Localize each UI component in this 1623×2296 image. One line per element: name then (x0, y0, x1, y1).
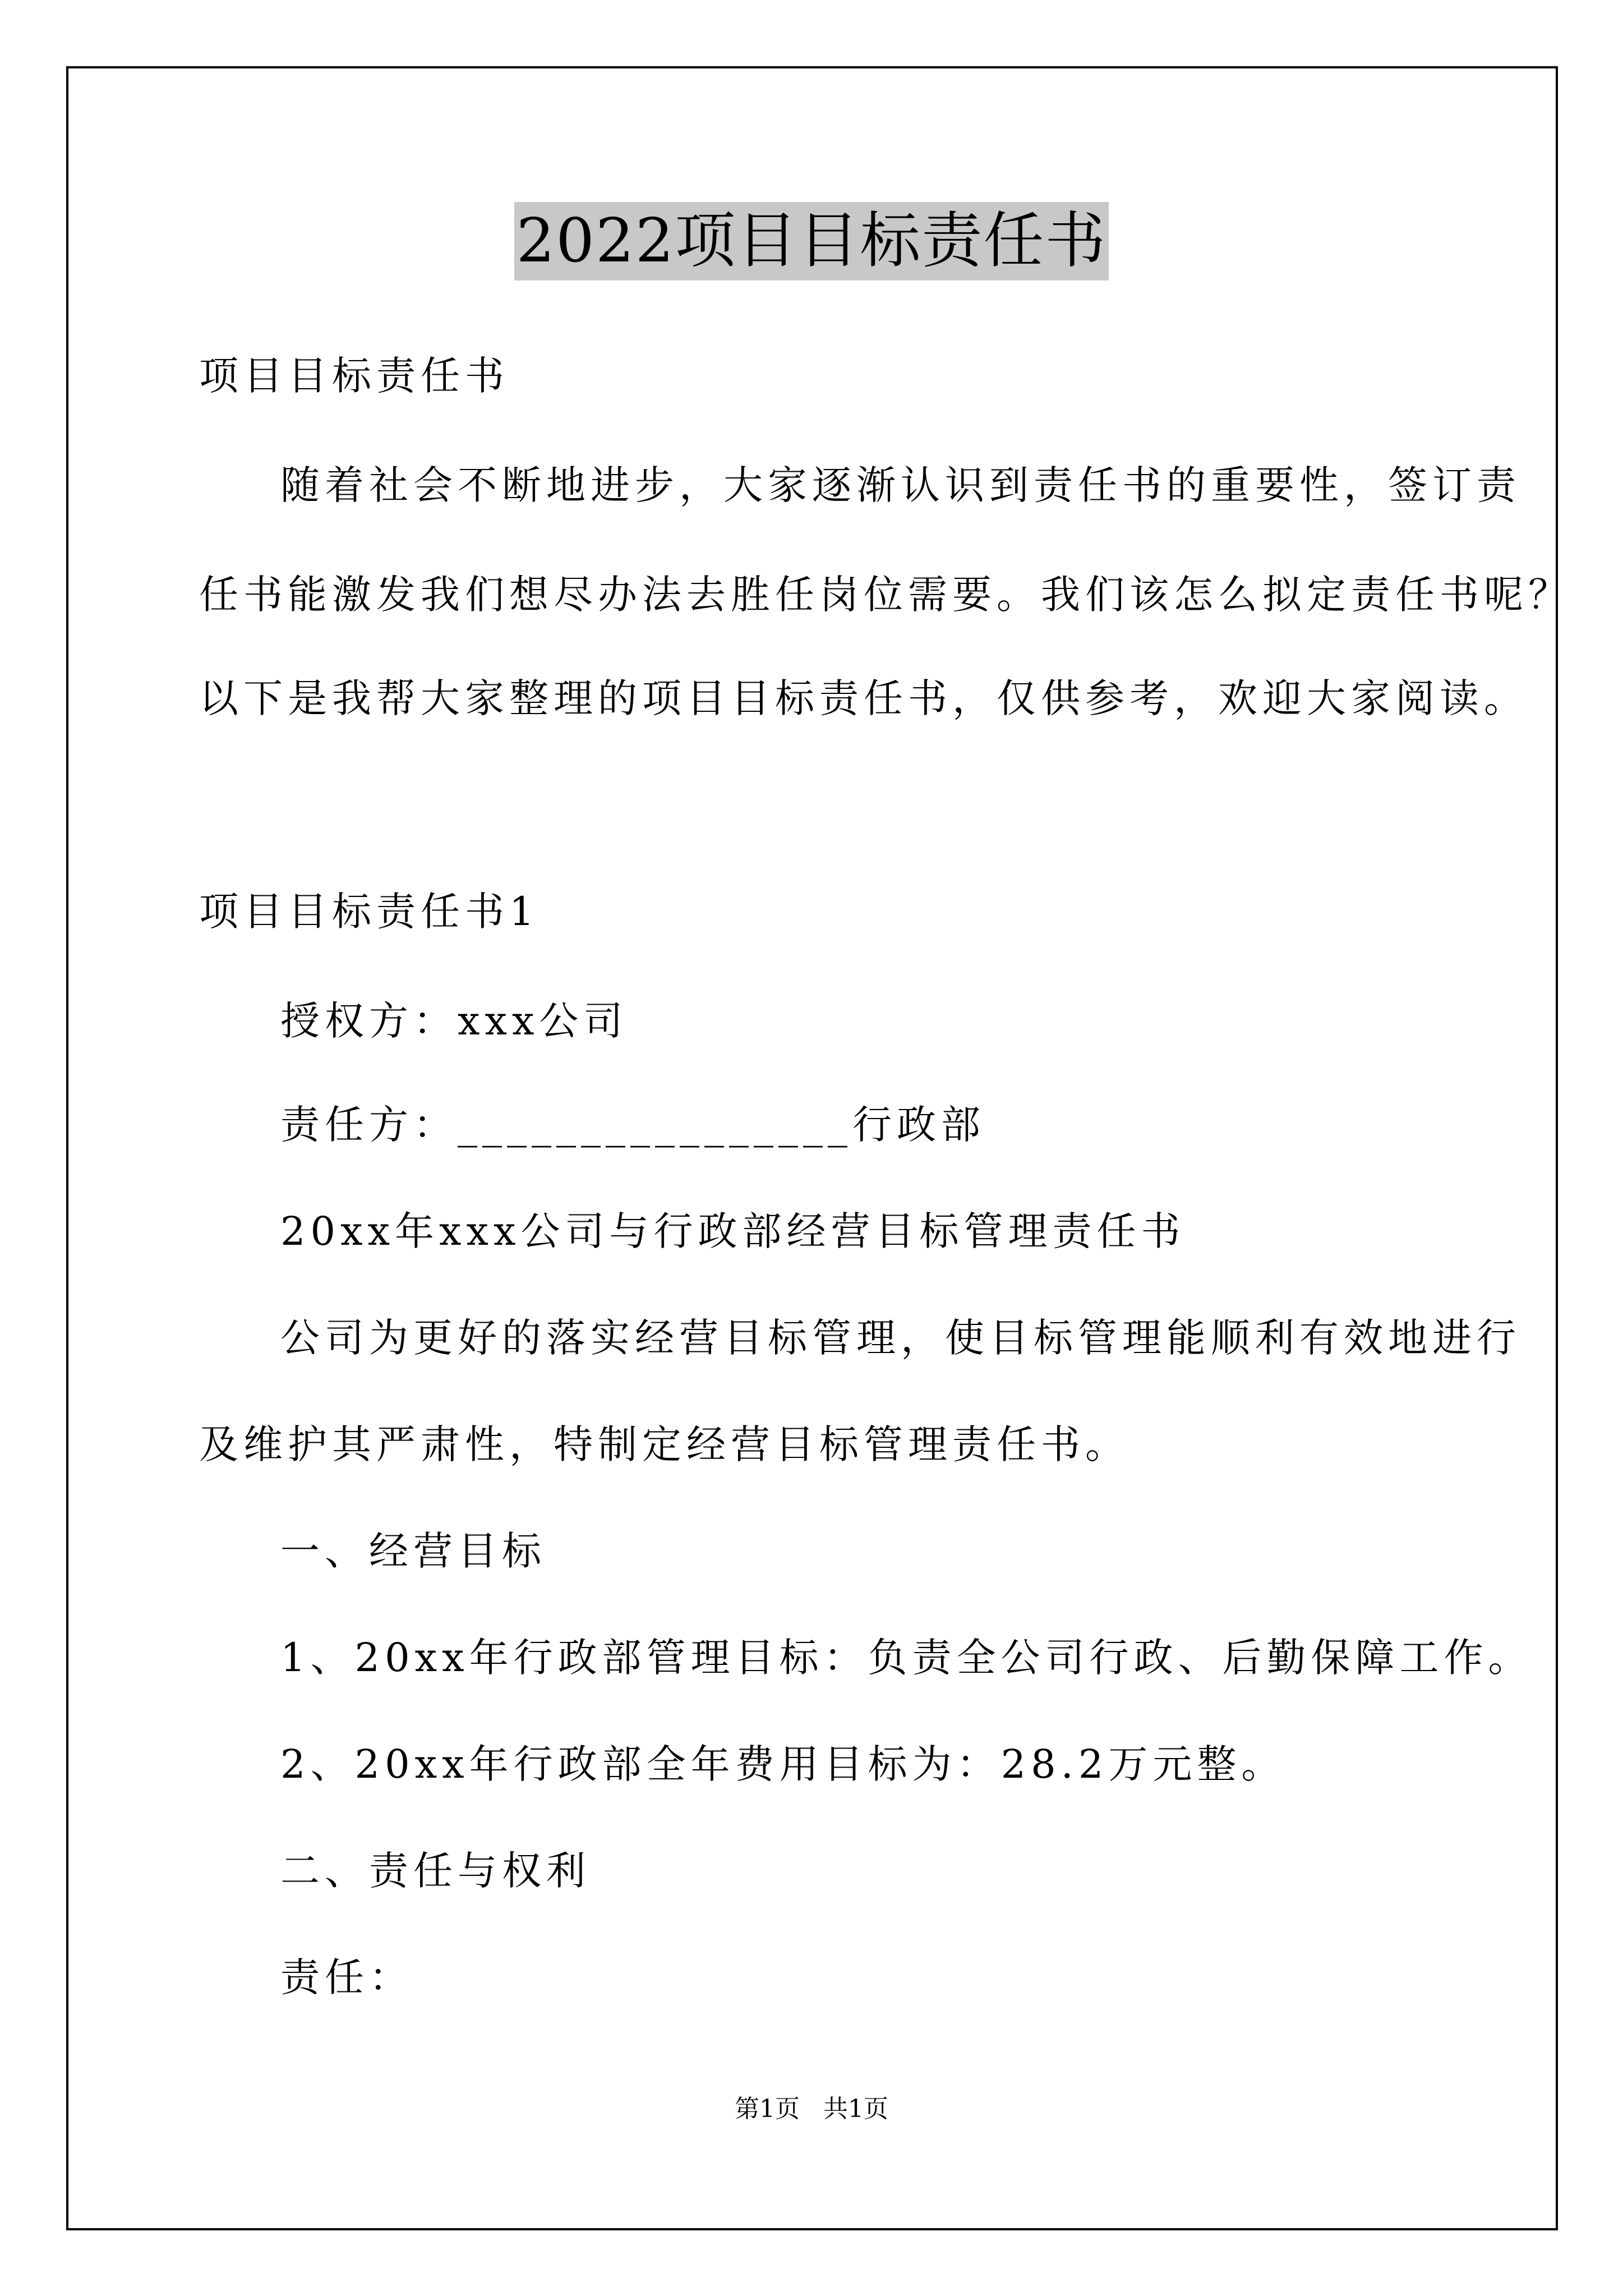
paragraph-line: 1、20xx年行政部管理目标：负责全公司行政、后勤保障工作。 (280, 1635, 1533, 1681)
section-heading: 二、责任与权利 (280, 1848, 591, 1894)
paragraph-line: 责任方：________________行政部 (280, 1102, 985, 1148)
paragraph-line: 及维护其严肃性，特制定经营目标管理责任书。 (199, 1421, 1129, 1467)
section-heading: 项目目标责任书1 (199, 889, 540, 935)
section-heading: 一、经营目标 (280, 1528, 546, 1574)
paragraph-line: 20xx年xxx公司与行政部经营目标管理责任书 (280, 1208, 1186, 1254)
paragraph-line: 责任： (280, 1954, 413, 2000)
paragraph-line: 授权方：xxx公司 (280, 998, 628, 1044)
paragraph-line: 公司为更好的落实经营目标管理，使目标管理能顺利有效地进行 (280, 1315, 1521, 1361)
document-title: 2022项目目标责任书 (514, 202, 1109, 280)
section-heading: 项目目标责任书 (199, 353, 509, 399)
paragraph-line: 随着社会不断地进步，大家逐渐认识到责任书的重要性，签订责 (280, 462, 1521, 508)
page-footer: 第1页 共1页 (735, 2095, 888, 2123)
paragraph-line: 2、20xx年行政部全年费用目标为：28.2万元整。 (280, 1741, 1286, 1787)
title-container (0, 202, 1623, 280)
paragraph-line: 任书能激发我们想尽办法去胜任岗位需要。我们该怎么拟定责任书呢？ (199, 572, 1573, 618)
paragraph-line: 以下是我帮大家整理的项目目标责任书，仅供参考，欢迎大家阅读。 (199, 675, 1528, 721)
